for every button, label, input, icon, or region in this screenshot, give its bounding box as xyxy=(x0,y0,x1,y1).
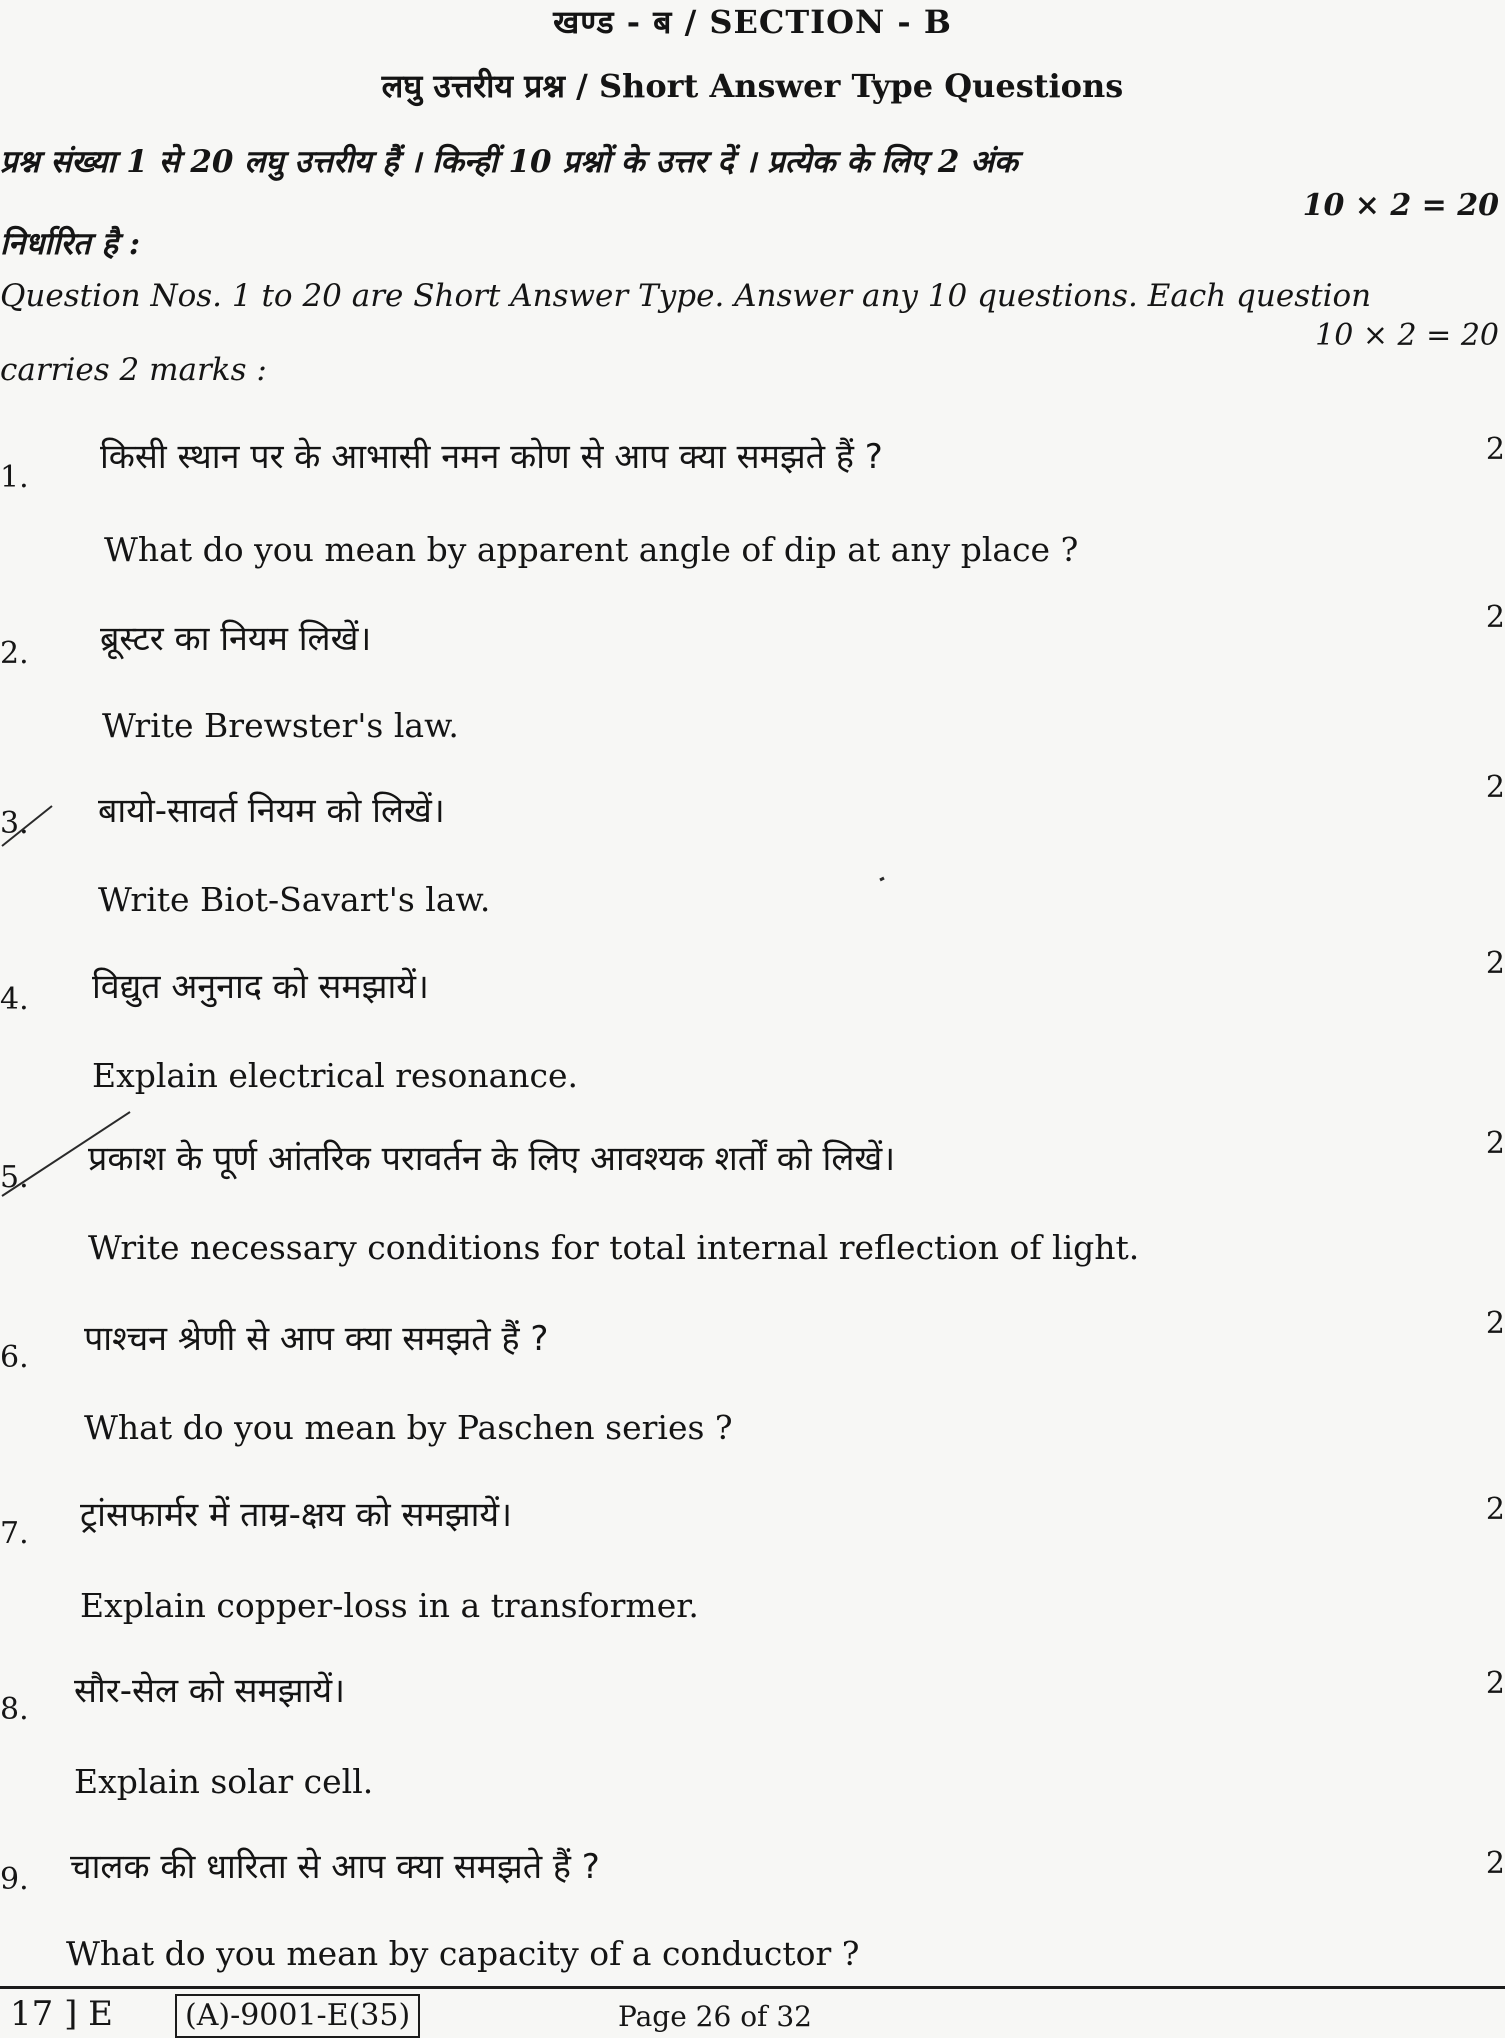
instructions-english-line1: Question Nos. 1 to 20 are Short Answer Type. Answer any 10 questions. Each question xyxy=(0,278,1372,314)
question-marks: 2 xyxy=(1485,946,1505,981)
question-hindi: ब्रूस्टर का नियम लिखें। xyxy=(100,619,372,659)
question-number: 4. xyxy=(0,982,29,1017)
question-marks: 2 xyxy=(1485,600,1505,635)
question-hindi: प्रकाश के पूर्ण आंतरिक परावर्तन के लिए आवश्यक शर्तों को लिखें। xyxy=(88,1139,896,1179)
question-number: 5. xyxy=(0,1160,29,1195)
question-english: What do you mean by capacity of a conductor ? xyxy=(66,1934,860,1973)
question-hindi: पाश्चन श्रेणी से आप क्या समझते हैं ? xyxy=(84,1319,549,1359)
question-hindi: किसी स्थान पर के आभासी नमन कोण से आप क्या समझते हैं ? xyxy=(100,437,883,477)
question-number: 2. xyxy=(0,636,29,671)
question-marks: 2 xyxy=(1485,1492,1505,1527)
question-english: Explain electrical resonance. xyxy=(92,1056,579,1095)
question-number: 1. xyxy=(0,460,29,495)
question-marks: 2 xyxy=(1485,1846,1505,1881)
question-number: 7. xyxy=(0,1516,29,1551)
question-hindi: सौर-सेल को समझायें। xyxy=(74,1671,345,1711)
question-marks: 2 xyxy=(1485,1306,1505,1341)
question-marks: 2 xyxy=(1485,770,1505,805)
question-number: 3. xyxy=(0,806,29,841)
question-number: 9. xyxy=(0,1862,29,1897)
instructions-hindi-line1: प्रश्न संख्या 1 से 20 लघु उत्तरीय हैं । किन्हीं 10 प्रश्नों के उत्तर दें । प्रत्येक के लिए 2 अंक xyxy=(0,144,1018,180)
question-number: 8. xyxy=(0,1692,29,1727)
instructions-hindi-line2: निर्धारित है : xyxy=(0,226,141,262)
question-marks: 2 xyxy=(1485,1666,1505,1701)
question-number: 6. xyxy=(0,1340,29,1375)
question-english: Write necessary conditions for total internal reflection of light. xyxy=(88,1228,1140,1267)
instructions-english-total: 10 × 2 = 20 xyxy=(1315,318,1499,353)
footer-page-label: Page 26 of 32 xyxy=(618,2000,812,2033)
question-english: Write Brewster's law. xyxy=(102,706,459,745)
question-english: Explain copper-loss in a transformer. xyxy=(80,1586,699,1625)
question-hindi: ट्रांसफार्मर में ताम्र-क्षय को समझायें। xyxy=(80,1495,512,1535)
question-english: Explain solar cell. xyxy=(74,1762,374,1801)
question-marks: 2 xyxy=(1485,1126,1505,1161)
section-title: खण्ड - ब / SECTION - B xyxy=(553,3,952,41)
instructions-english-line2: carries 2 marks : xyxy=(0,352,267,388)
footer-paper-code: (A)-9001-E(35) xyxy=(175,1994,420,2038)
question-english: What do you mean by apparent angle of dip at any place ? xyxy=(104,530,1079,569)
question-hindi: विद्युत अनुनाद को समझायें। xyxy=(92,967,429,1007)
footer-rule xyxy=(0,1986,1505,1989)
question-marks: 2 xyxy=(1485,432,1505,467)
footer-class-label: 17 ] E xyxy=(10,1994,113,2034)
question-hindi: चालक की धारिता से आप क्या समझते हैं ? xyxy=(70,1847,600,1887)
question-english: Write Biot-Savart's law. xyxy=(98,880,491,919)
question-hindi: बायो-सावर्त नियम को लिखें। xyxy=(98,791,445,831)
question-english: What do you mean by Paschen series ? xyxy=(84,1408,733,1447)
section-subtitle: लघु उत्तरीय प्रश्न / Short Answer Type Questions xyxy=(381,67,1124,105)
instructions-hindi-total: 10 × 2 = 20 xyxy=(1302,188,1499,223)
